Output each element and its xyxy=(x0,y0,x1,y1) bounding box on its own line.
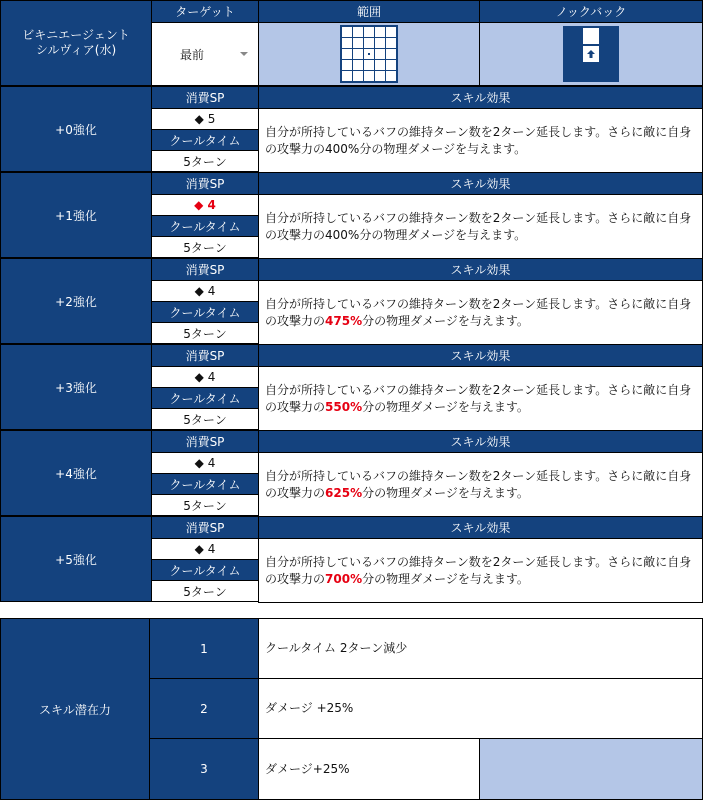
target-select[interactable] xyxy=(151,22,259,86)
effect-percent: 400% xyxy=(325,227,360,242)
sp-header: 消費SP xyxy=(151,172,259,195)
potential-num: 3 xyxy=(149,738,259,800)
effect-text xyxy=(258,538,703,603)
level-name: +4強化 xyxy=(0,430,152,516)
effect-description: 自分が所持しているバフの維持ターン数を2ターン延長します。さらに敵に自身の攻撃力の475%分の物理ダメージを与えます。 xyxy=(265,296,692,328)
cooltime-header: クールタイム xyxy=(151,301,259,323)
potential-empty xyxy=(479,738,703,800)
sp-header: 消費SP xyxy=(151,344,259,367)
effect-text xyxy=(258,108,703,173)
potential-num: 1 xyxy=(149,618,259,679)
level-name: +0強化 xyxy=(0,86,152,172)
knockback-grid-icon xyxy=(563,26,619,82)
cooltime-value: 5ターン xyxy=(151,322,259,344)
potential-num: 2 xyxy=(149,678,259,739)
effect-header: スキル効果 xyxy=(258,430,703,453)
sp-value: ◆ 4 xyxy=(151,538,259,560)
effect-description: 自分が所持しているバフの維持ターン数を2ターン延長します。さらに敵に自身の攻撃力の550%分の物理ダメージを与えます。 xyxy=(265,382,692,414)
effect-percent: 625% xyxy=(325,485,363,500)
effect-header: スキル効果 xyxy=(258,258,703,281)
effect-percent: 400% xyxy=(325,141,360,156)
knockback-up-arrow-icon xyxy=(583,46,599,62)
sp-header: 消費SP xyxy=(151,258,259,281)
cooltime-header: クールタイム xyxy=(151,129,259,151)
cooltime-header: クールタイム xyxy=(151,473,259,495)
knockback-cell xyxy=(479,22,703,86)
potential-text: ダメージ +25% xyxy=(258,678,703,739)
effect-description: 自分が所持しているバフの維持ターン数を2ターン延長します。さらに敵に自身の攻撃力の400%分の物理ダメージを与えます。 xyxy=(265,210,692,242)
level-name: +1強化 xyxy=(0,172,152,258)
effect-header: スキル効果 xyxy=(258,344,703,367)
cooltime-value: 5ターン xyxy=(151,236,259,258)
cooltime-value: 5ターン xyxy=(151,494,259,516)
cooltime-value: 5ターン xyxy=(151,580,259,602)
knockback-header: ノックバック xyxy=(479,0,703,23)
effect-text xyxy=(258,194,703,259)
effect-description: 自分が所持しているバフの維持ターン数を2ターン延長します。さらに敵に自身の攻撃力の400%分の物理ダメージを与えます。 xyxy=(265,124,692,156)
range-grid-icon xyxy=(340,25,398,83)
character-name: ビキニエージェント シルヴィア(水) xyxy=(0,0,152,86)
effect-percent: 700% xyxy=(325,571,363,586)
cooltime-header: クールタイム xyxy=(151,387,259,409)
effect-header: スキル効果 xyxy=(258,86,703,109)
effect-text xyxy=(258,366,703,431)
sp-header: 消費SP xyxy=(151,516,259,539)
effect-percent: 550% xyxy=(325,399,363,414)
potential-text: クールタイム 2ターン減少 xyxy=(258,618,703,679)
effect-description: 自分が所持しているバフの維持ターン数を2ターン延長します。さらに敵に自身の攻撃力の700%分の物理ダメージを与えます。 xyxy=(265,554,692,586)
range-header: 範囲 xyxy=(258,0,480,23)
potential-title: スキル潜在力 xyxy=(0,618,150,800)
target-header: ターゲット xyxy=(151,0,259,23)
sp-header: 消費SP xyxy=(151,86,259,109)
sp-value: ◆ 4 xyxy=(151,366,259,388)
sp-value: ◆ 4 xyxy=(151,194,259,216)
range-cell xyxy=(258,22,480,86)
effect-description: 自分が所持しているバフの維持ターン数を2ターン延長します。さらに敵に自身の攻撃力の625%分の物理ダメージを与えます。 xyxy=(265,468,692,500)
effect-text xyxy=(258,280,703,345)
cooltime-header: クールタイム xyxy=(151,215,259,237)
sp-header: 消費SP xyxy=(151,430,259,453)
cooltime-value: 5ターン xyxy=(151,150,259,172)
cooltime-header: クールタイム xyxy=(151,559,259,581)
target-value: 最前 xyxy=(180,47,205,62)
effect-percent: 475% xyxy=(325,313,363,328)
sp-value: ◆ 5 xyxy=(151,108,259,130)
sp-value: ◆ 4 xyxy=(151,280,259,302)
potential-text: ダメージ+25% xyxy=(258,738,480,800)
sp-value: ◆ 4 xyxy=(151,452,259,474)
dropdown-chevron-icon xyxy=(240,52,248,56)
effect-header: スキル効果 xyxy=(258,172,703,195)
level-name: +5強化 xyxy=(0,516,152,602)
effect-text xyxy=(258,452,703,517)
level-name: +2強化 xyxy=(0,258,152,344)
cooltime-value: 5ターン xyxy=(151,408,259,430)
effect-header: スキル効果 xyxy=(258,516,703,539)
level-name: +3強化 xyxy=(0,344,152,430)
